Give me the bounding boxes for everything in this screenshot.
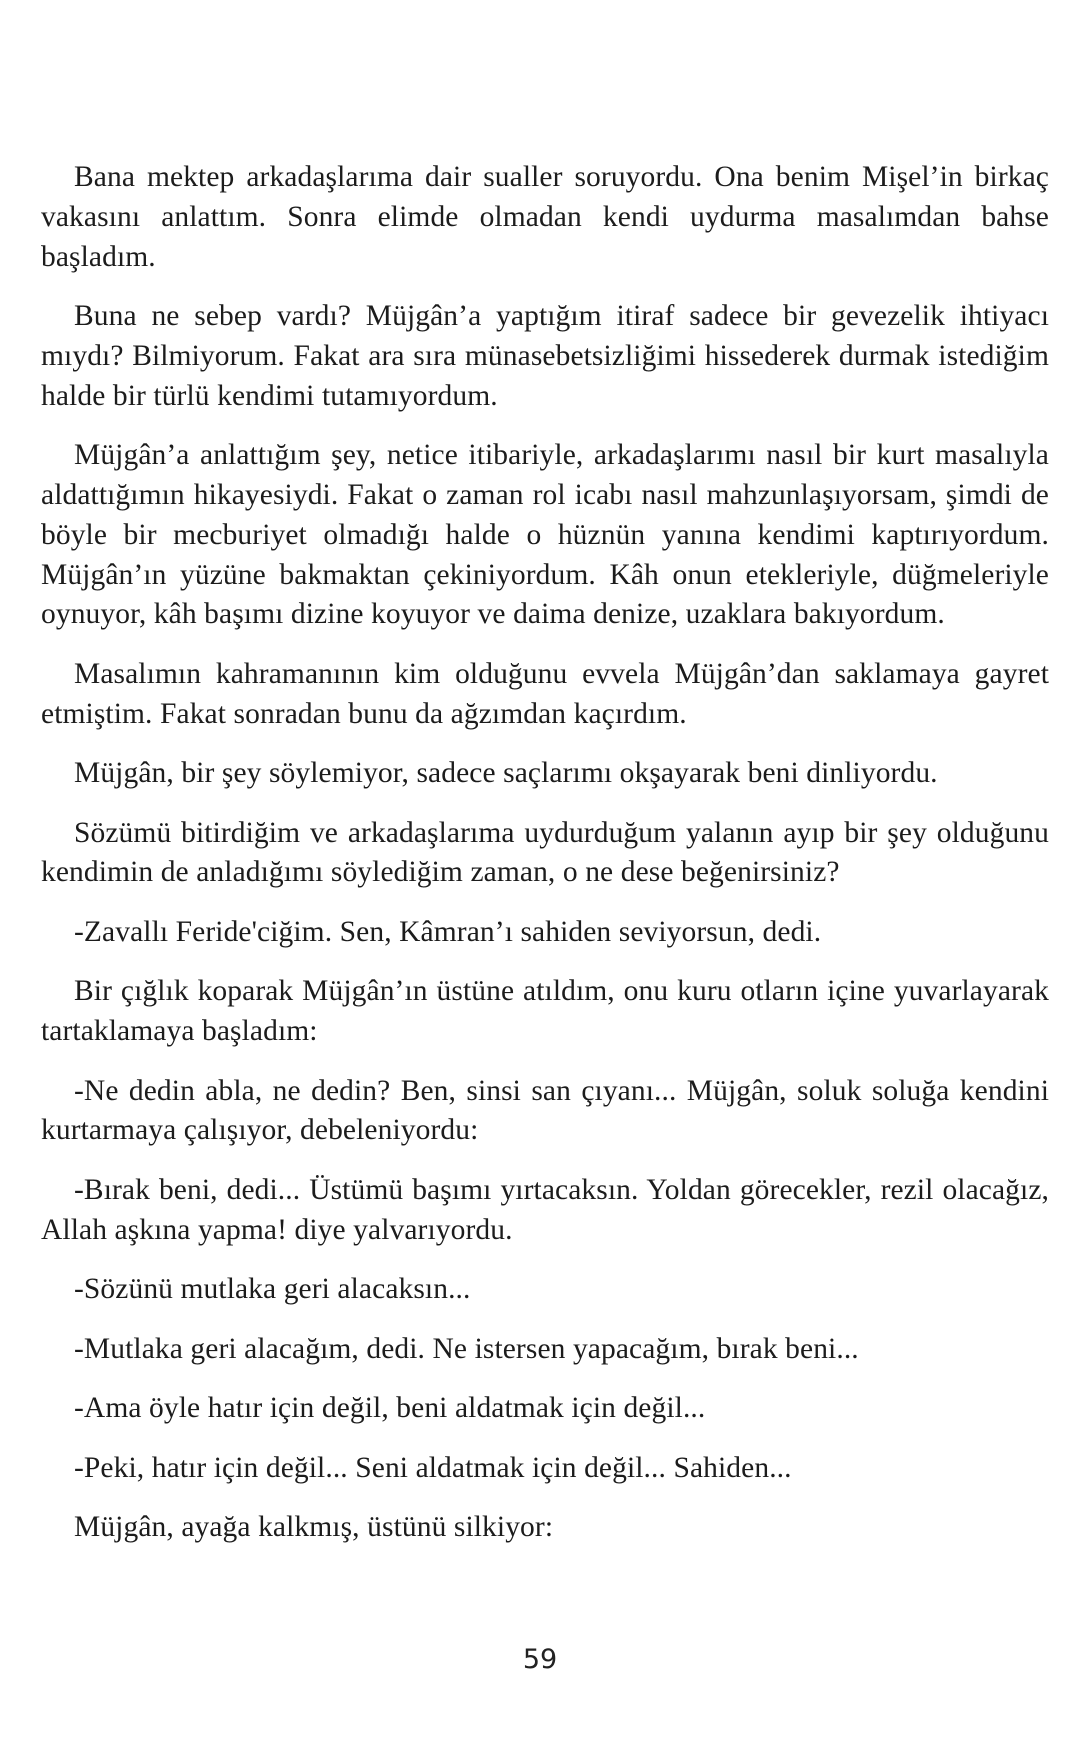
body-text <box>41 158 1049 1568</box>
dialogue-line: -Mutlaka geri alacağım, dedi. Ne istersen yapacağım, bırak beni... <box>74 1332 859 1365</box>
dialogue-line: -Zavallı Feride'ciğim. Sen, Kâmran’ı sahiden seviyorsun, dedi. <box>74 915 822 948</box>
dialogue-line: -Ne dedin abla, ne dedin? Ben, sinsi san çıyanı... Müjgân, soluk soluğa kendini kurtarmaya çalışıyor, debeleniyordu: <box>41 1074 1049 1147</box>
paragraph: Müjgân, ayağa kalkmış, üstünü silkiyor: <box>74 1511 554 1544</box>
paragraph: Müjgân, bir şey söylemiyor, sadece saçlarımı okşayarak beni dinliyordu. <box>74 757 938 790</box>
page-number: 59 <box>522 1644 558 1675</box>
paragraph: Sözümü bitirdiğim ve arkadaşlarıma uydurduğum yalanın ayıp bir şey olduğunu kendimin de anladığımı söylediğim zaman, o ne dese beğenirsiniz? <box>41 816 1049 889</box>
dialogue-line: -Ama öyle hatır için değil, beni aldatmak için değil... <box>74 1392 706 1425</box>
dialogue-line: -Peki, hatır için değil... Seni aldatmak için değil... Sahiden... <box>74 1451 792 1484</box>
paragraph: Buna ne sebep vardı? Müjgân’a yaptığım itiraf sadece bir gevezelik ihtiyacı mıydı? Bilmiyorum. Fakat ara sıra münasebetsizliğimi hissederek durmak istediğim halde bir türlü kendimi tutamıyordum. <box>41 300 1049 412</box>
paragraph: Masalımın kahramanının kim olduğunu evvela Müjgân’dan saklamaya gayret etmiştim. Fakat sonradan bunu da ağzımdan kaçırdım. <box>41 657 1049 730</box>
paragraph: Müjgân’a anlattığım şey, netice itibariyle, arkadaşlarımı nasıl bir kurt masalıyla aldattığımın hikayesiydi. Fakat o zaman rol icabı nasıl mahzunlaşıyorsam, şimdi de böyle bir mecburiyet olmadığı halde o hüznün yanına kendimi kaptırıyordum. Müjgân’ın yüzüne bakmaktan çekiniyordum. Kâh onun etekleriyle, düğmeleriyle oynuyor, kâh başımı dizine koyuyor ve daima denize, uzaklara bakıyordum. <box>41 439 1049 631</box>
dialogue-line: -Bırak beni, dedi... Üstümü başımı yırtacaksın. Yoldan görecekler, rezil olacağız, Allah aşkına yapma! diye yalvarıyordu. <box>41 1173 1049 1246</box>
paragraph: Bana mektep arkadaşlarıma dair sualler soruyordu. Ona benim Mişel’in birkaç vakasını anlattım. Sonra elimde olmadan kendi uydurma masalımdan bahse başladım. <box>41 161 1049 273</box>
paragraph: Bir çığlık koparak Müjgân’ın üstüne atıldım, onu kuru otların içine yuvarlayarak tartaklamaya başladım: <box>41 975 1049 1048</box>
dialogue-line: -Sözünü mutlaka geri alacaksın... <box>74 1273 471 1306</box>
